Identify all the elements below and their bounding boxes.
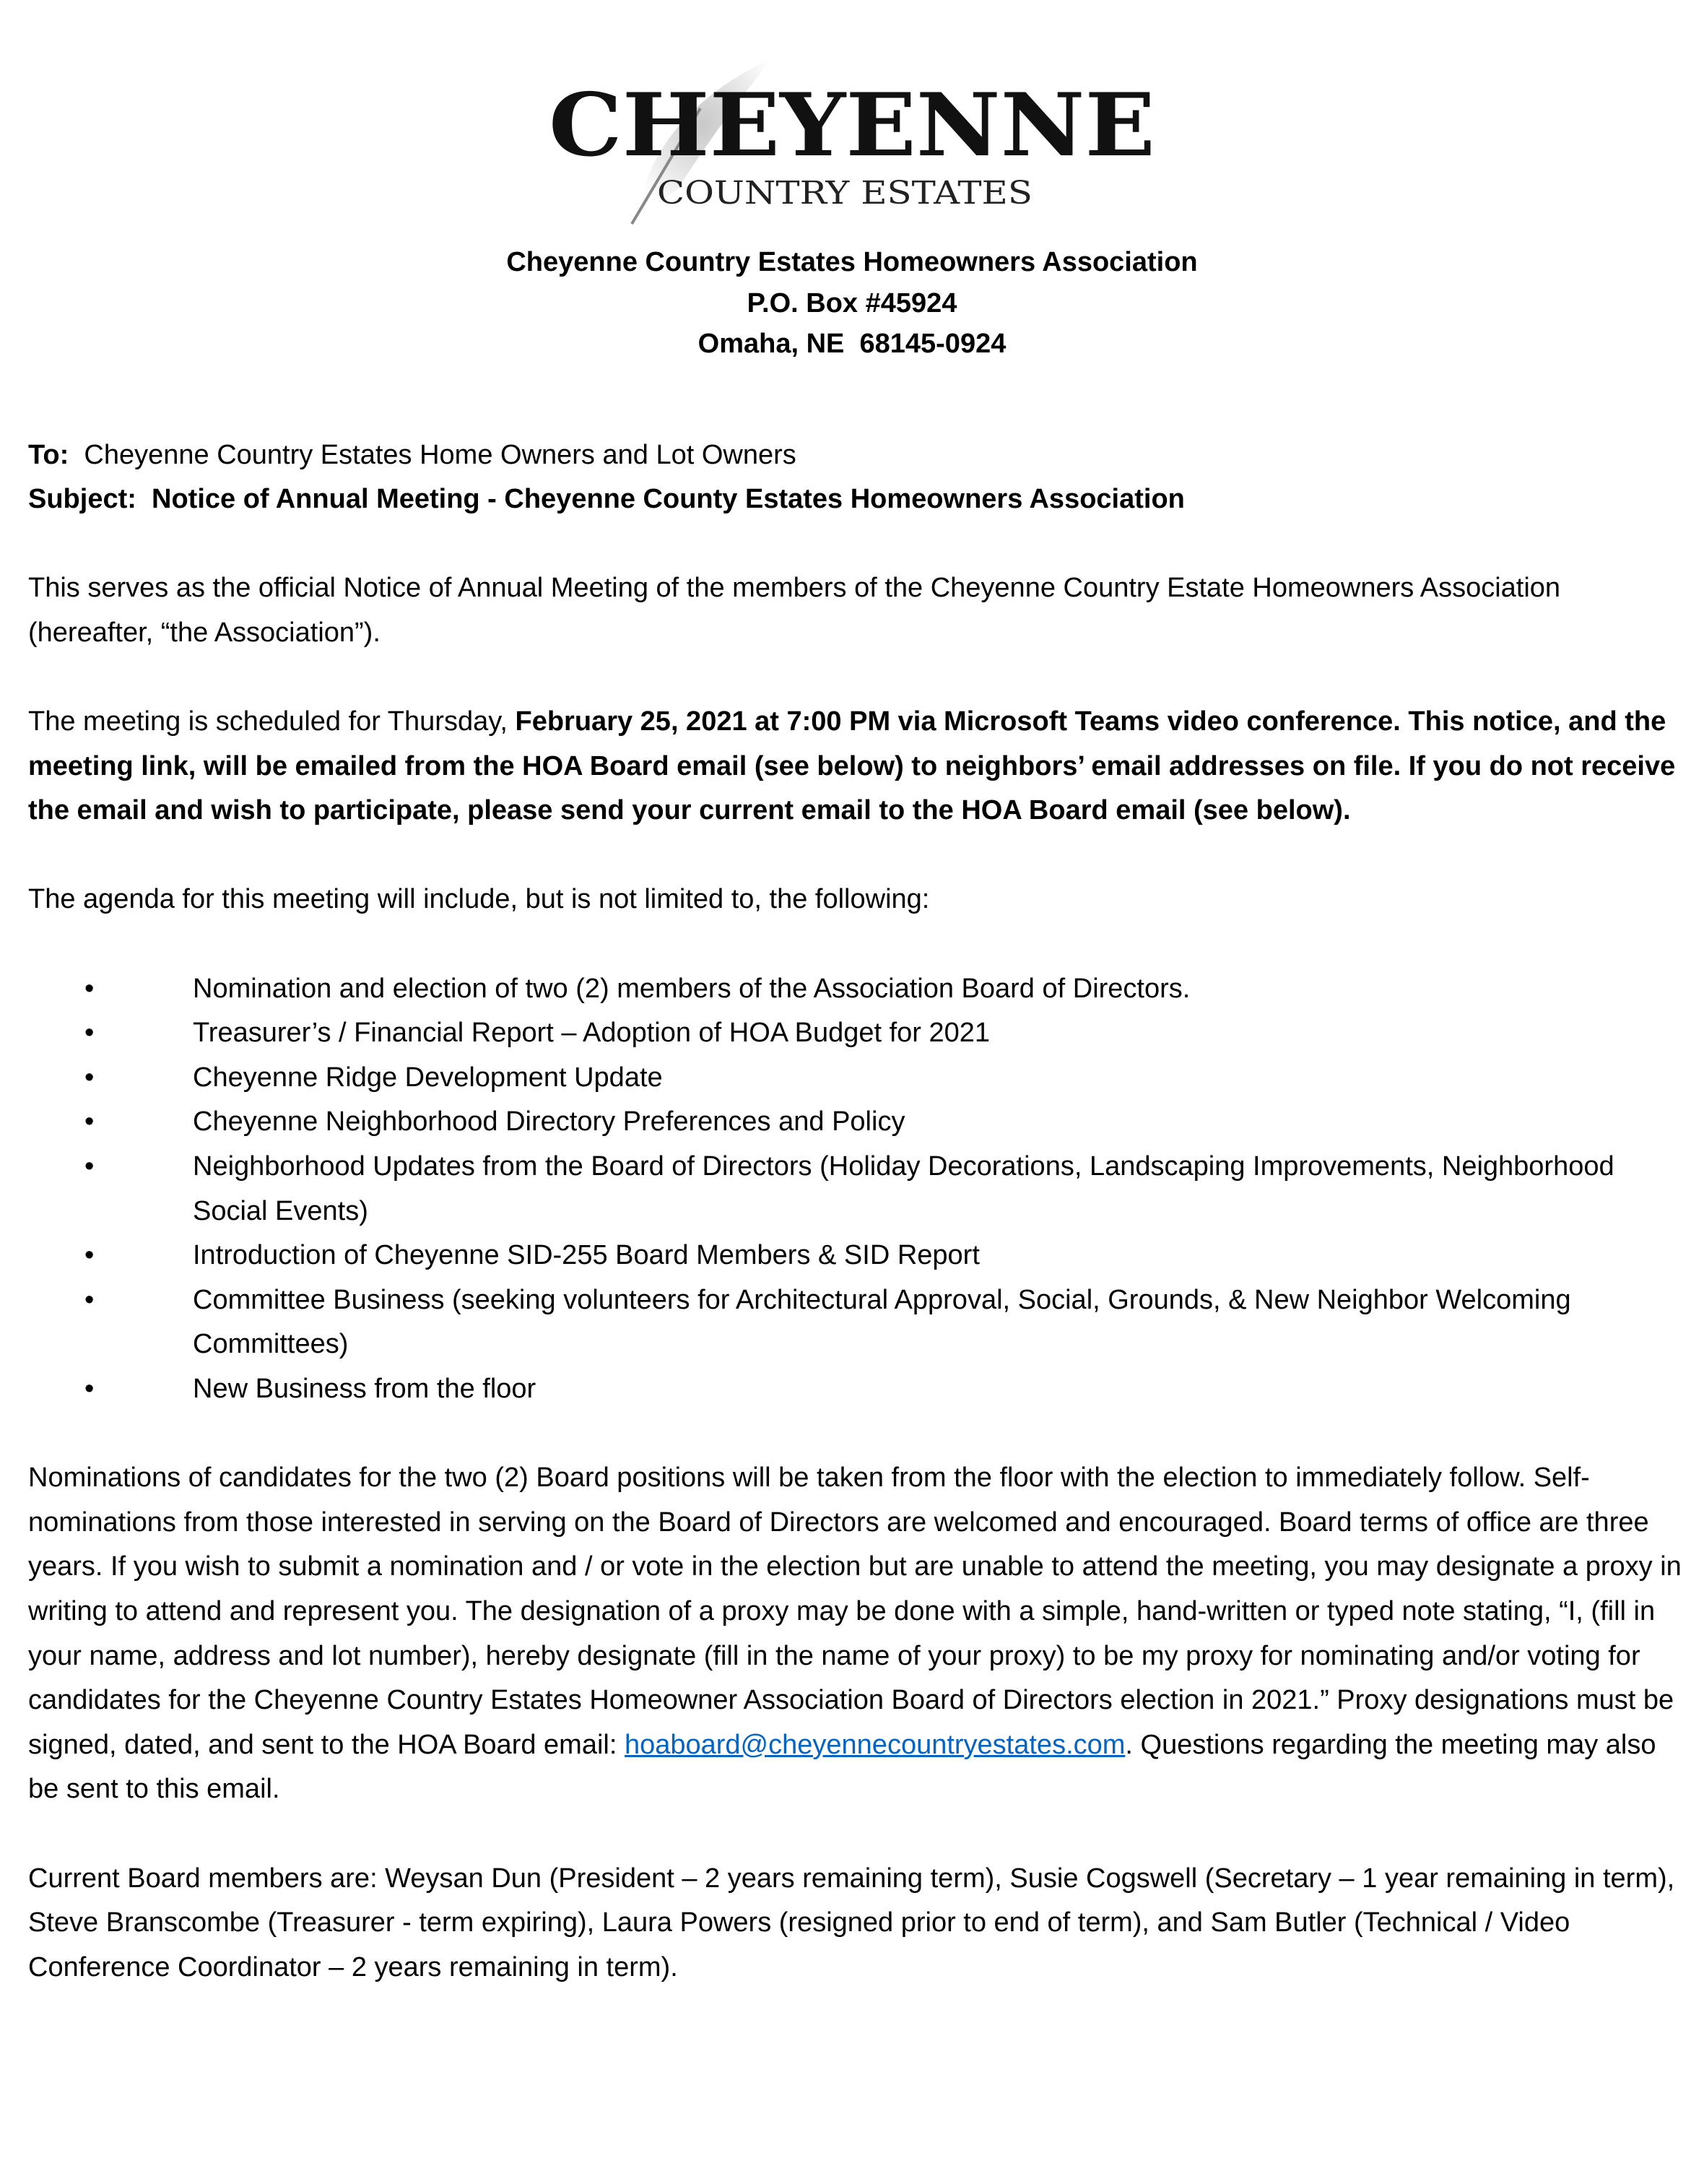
subject-line xyxy=(28,477,1682,522)
agenda-item-text: Treasurer’s / Financial Report – Adoption of HOA Budget for 2021 xyxy=(193,1018,991,1049)
bullet-icon: • xyxy=(84,1240,95,1271)
agenda-item-text: Introduction of Cheyenne SID-255 Board Members & SID Report xyxy=(193,1240,980,1271)
bullet-icon: • xyxy=(84,1284,95,1315)
agenda-item xyxy=(28,1145,1682,1234)
schedule-details: February 25, 2021 at 7:00 PM via Microsoft Teams video conference. This notice, and the meeting link, will be emailed from the HOA Board email (see below) to neighbors’ email addresses on file. If you do not receive the email and wish to participate, please send your current email to the HOA Board email (see below). xyxy=(28,706,1676,826)
bullet-icon: • xyxy=(84,1062,95,1093)
agenda-item xyxy=(28,1011,1682,1056)
bullet-icon: • xyxy=(84,1151,95,1182)
svg-text:COUNTRY ESTATES: COUNTRY ESTATES xyxy=(657,175,1033,212)
to-label: To: xyxy=(28,439,69,470)
bullet-icon: • xyxy=(84,973,95,1004)
agenda-item-text: Cheyenne Ridge Development Update xyxy=(193,1062,663,1093)
nominations-after: . Questions regarding the meeting may also be sent to this email. xyxy=(28,1729,1656,1805)
bullet-icon: • xyxy=(84,1106,95,1138)
subject-value: Notice of Annual Meeting - Cheyenne County Estates Homeowners Association xyxy=(152,484,1185,515)
bullet-icon: • xyxy=(84,1373,95,1404)
agenda-intro: The agenda for this meeting will include, but is not limited to, the following: xyxy=(28,884,930,915)
agenda-item-text: Committee Business (seeking volunteers for Architectural Approval, Social, Grounds, & New Neighbor Welcoming Committees) xyxy=(193,1284,1571,1360)
agenda-item xyxy=(28,1056,1682,1101)
agenda-item xyxy=(28,1234,1682,1278)
cheyenne-logo xyxy=(534,43,1170,231)
agenda-item xyxy=(28,1367,1682,1412)
po-box: P.O. Box #45924 xyxy=(747,287,957,318)
meeting-schedule-paragraph xyxy=(28,700,1682,833)
agenda-item-text: Cheyenne Neighborhood Directory Preferences and Policy xyxy=(193,1106,905,1138)
nominations-paragraph xyxy=(28,1456,1682,1812)
subject-label: Subject: xyxy=(28,484,136,515)
hoa-board-email-link[interactable]: hoaboard@cheyennecountryestates.com xyxy=(624,1729,1126,1760)
to-value: Cheyenne Country Estates Home Owners and Lot Owners xyxy=(84,439,796,470)
board-members-paragraph: Current Board members are: Weysan Dun (President – 2 years remaining term), Susie Cogswell (Secretary – 1 year remaining in term), Steve Branscombe (Treasurer - term expiring), Laura Powers (resigned prior to end of term), and Sam Butler (Technical / Video Conference Coordinator – 2 years remaining in term). xyxy=(28,1863,1675,1982)
city-state-zip: Omaha, NE 68145-0924 xyxy=(697,329,1007,359)
agenda-item xyxy=(28,1278,1682,1367)
nominations-text: Nominations of candidates for the two (2) Board positions will be taken from the floor with the election to immediately follow. Self-nominations from those interested in serving on the Board of Directors are welcomed and encouraged. Board terms of office are three years. If you wish to submit a nomination and / or vote in the election but are unable to attend the meeting, you may designate a proxy in writing to attend and represent you. The designation of a proxy may be done with a simple, hand-written or typed note stating, “I, (fill in your name, address and lot number), hereby designate (fill in the name of your proxy) to be my proxy for nominating and/or voting for candidates for the Cheyenne Country Estates Homeowner Association Board of Directors election in 2021.” Proxy designations must be signed, dated, and sent to the HOA Board email: xyxy=(28,1462,1682,1760)
svg-text:CHEYENNE: CHEYENNE xyxy=(549,74,1155,176)
agenda-list xyxy=(28,967,1682,1412)
feather-logo-icon xyxy=(534,43,1170,231)
association-name: Cheyenne Country Estates Homeowners Association xyxy=(506,247,1198,277)
agenda-item xyxy=(28,967,1682,1012)
association-address xyxy=(0,242,1704,365)
agenda-item-text: New Business from the floor xyxy=(193,1373,536,1404)
bullet-icon: • xyxy=(84,1018,95,1049)
agenda-item-text: Nomination and election of two (2) members of the Association Board of Directors. xyxy=(193,973,1191,1004)
agenda-item xyxy=(28,1100,1682,1145)
to-line xyxy=(28,433,1682,478)
intro-paragraph: This serves as the official Notice of Annual Meeting of the members of the Cheyenne Country Estate Homeowners Association (hereafter, “the Association”). xyxy=(28,573,1561,648)
agenda-item-text: Neighborhood Updates from the Board of Directors (Holiday Decorations, Landscaping Improvements, Neighborhood Social Events) xyxy=(193,1151,1614,1226)
schedule-text: The meeting is scheduled for Thursday, xyxy=(28,706,516,737)
memo-header xyxy=(28,433,1682,522)
